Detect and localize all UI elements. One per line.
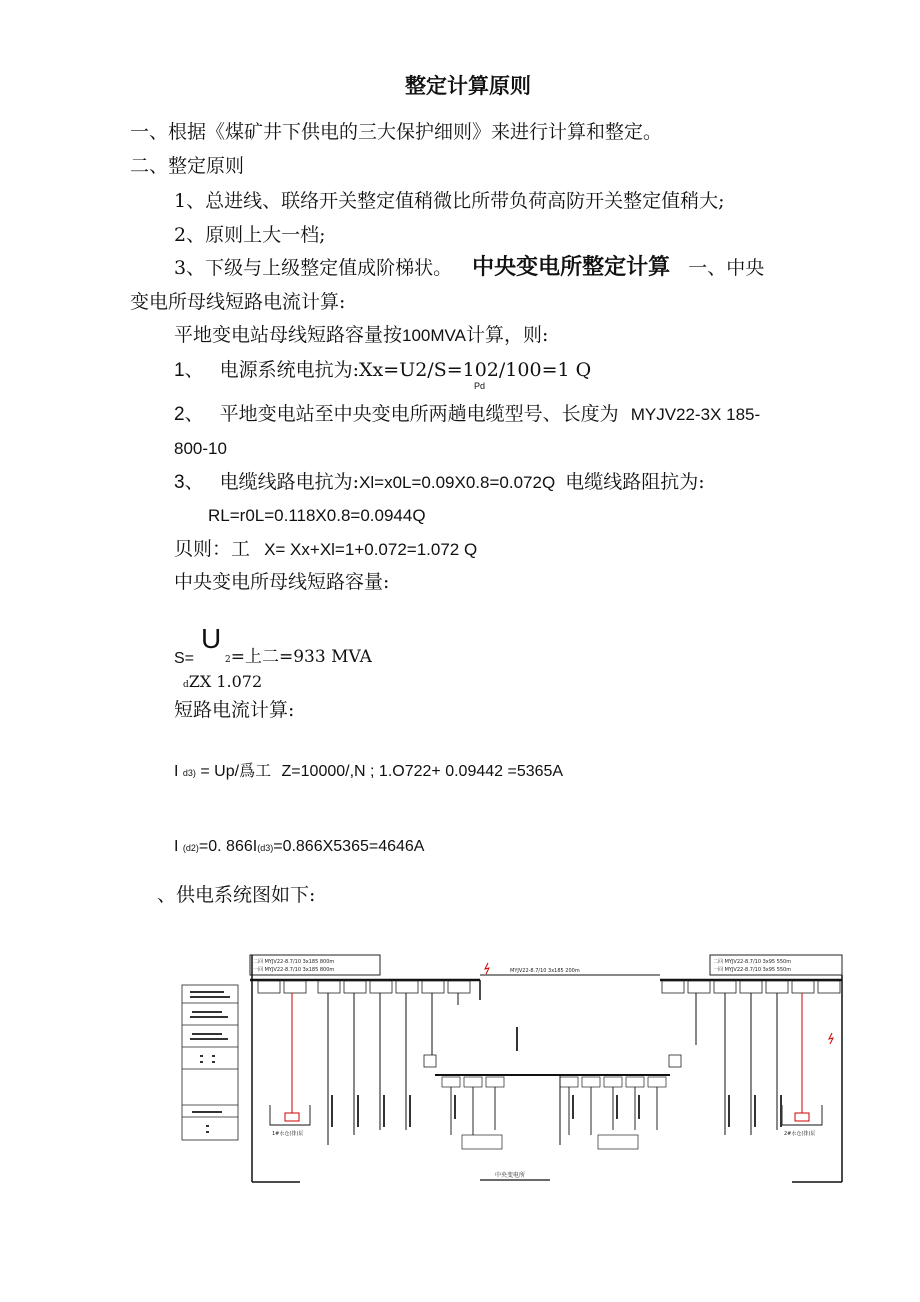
item1-text: 电源系统电抗为: (219, 359, 360, 381)
i2-formula: =0.866X5365=4646A (273, 838, 425, 855)
short-circuit-label: 短路电流计算: (174, 699, 295, 721)
item2-num: 2、 (174, 404, 204, 425)
diagram-label: 、供电系统图如下: (157, 884, 316, 906)
i3-formula: Z=10000/,N ; 1.O722+ 0.09442 =5365A (281, 763, 564, 780)
principle-2: 2、原则上大一档; (174, 224, 326, 246)
item2-continuation: 800-10 (174, 439, 227, 458)
i3-prefix: I (174, 763, 179, 780)
calc-intro-b: 计算，则: (465, 324, 549, 346)
feeder-annotations (331, 1027, 782, 1127)
legend-scribbles (190, 991, 230, 1133)
section-1: 一、根据《煤矿井下供电的三大保护细则》来进行计算和整定。 (130, 121, 663, 143)
principle-3-line (174, 256, 764, 280)
sump-outlines (270, 1105, 822, 1125)
i2-mid: =0. 866I (198, 838, 258, 855)
sub-boxes (462, 1135, 638, 1149)
calc-intro-num: 100MVA (402, 326, 466, 345)
item1-formula: Xx=U2/S=102/100=1 Q (359, 359, 592, 381)
item2-text: 平地变电站至中央变电所两趟电缆型号、长度为 (219, 403, 619, 425)
calc-intro-a: 平地变电站母线短路容量按 (174, 324, 403, 346)
item1-num: 1、 (174, 360, 204, 381)
s-rest-line (225, 645, 372, 672)
calc-item-1 (174, 358, 591, 383)
capacity-label: 中央变电所母线短路容量: (174, 571, 390, 593)
item3-text2: 电缆线路阻抗为: (565, 471, 705, 493)
item3-text: 电缆线路电抗为: (219, 471, 360, 493)
right-cable-2-label: 一回 MYJV22-8.7/10 3x95 550m (713, 967, 792, 973)
then-formula: X= Xx+Xl=1+0.072=1.072 Q (264, 540, 478, 559)
right-pump-label: 2#水仓(排)泵 (784, 1131, 816, 1137)
principle-1: 1、总进线、联络开关整定值稍微比所带负荷高防开关整定值稍大; (174, 190, 725, 212)
i3-line (174, 760, 563, 785)
principle-3: 3、下级与上级整定值成阶梯状。 (174, 257, 453, 279)
s-big-u: U (201, 623, 222, 654)
calc-intro (174, 323, 548, 348)
then-label: 贝则：工 (174, 538, 251, 560)
right-transformer (669, 1055, 681, 1067)
item1-sub: Pd (474, 381, 486, 391)
left-fault-mark (485, 963, 489, 974)
right-feeders (696, 993, 777, 1135)
page-title: 整定计算原则 (405, 74, 531, 98)
item3-formula: Xl=x0L=0.09X0.8=0.072Q (359, 473, 556, 492)
principle-3-tail: 一、中央 (688, 257, 765, 279)
principle-3-continuation: 变电所母线短路电流计算: (130, 291, 346, 313)
item2-model: MYJV22-3X 185- (630, 405, 761, 424)
lv-feeders (451, 1087, 657, 1135)
i2-sub2: (d3) (257, 843, 274, 853)
s-prefix: S= (174, 650, 195, 667)
s-denom: ZX 1.072 (188, 672, 263, 691)
left-switches (258, 981, 470, 993)
left-incoming-box (250, 955, 380, 975)
s-rest: =上二=933 MVA (230, 647, 372, 667)
section-2: 二、整定原则 (130, 155, 245, 177)
s-denom-sub: d (183, 680, 189, 690)
left-cable-2-label: 一回 MYJV22-8.7/10 3x185 800m (253, 967, 335, 973)
right-switches (662, 981, 840, 993)
i3-sub: d3) (182, 768, 196, 778)
tie-cable-label: MYJV22-8.7/10 3x185 200m (510, 968, 580, 974)
legend-table (182, 985, 238, 1140)
rl-formula: RL=r0L=0.118X0.8=0.0944Q (208, 506, 426, 525)
calc-item-2 (174, 402, 760, 427)
lv-switches (442, 1077, 666, 1087)
power-supply-diagram (180, 945, 845, 1190)
i3-mid: = Up/爲工 (200, 763, 272, 780)
i2-sub: (d2) (182, 843, 199, 853)
s-denominator (183, 670, 262, 697)
right-cable-1-label: 二回 MYJV22-8.7/10 3x95 550m (713, 959, 792, 965)
item3-num: 3、 (174, 472, 204, 493)
left-transformer (424, 1055, 436, 1067)
i2-line (174, 835, 424, 860)
left-pump-label: 1#水仓(排)泵 (272, 1131, 304, 1137)
s-sub: 2 (225, 655, 231, 665)
right-incoming-box (710, 955, 842, 975)
central-substation-heading: 中央变电所整定计算 (472, 255, 671, 280)
left-feeders (328, 993, 458, 1145)
bottom-label: 中央变电所 (495, 1172, 526, 1179)
then-line (174, 537, 477, 562)
calc-item-3 (174, 470, 705, 495)
left-cable-1-label: 二回 MYJV22-8.7/10 3x185 800m (253, 959, 335, 965)
i2-prefix: I (174, 838, 179, 855)
